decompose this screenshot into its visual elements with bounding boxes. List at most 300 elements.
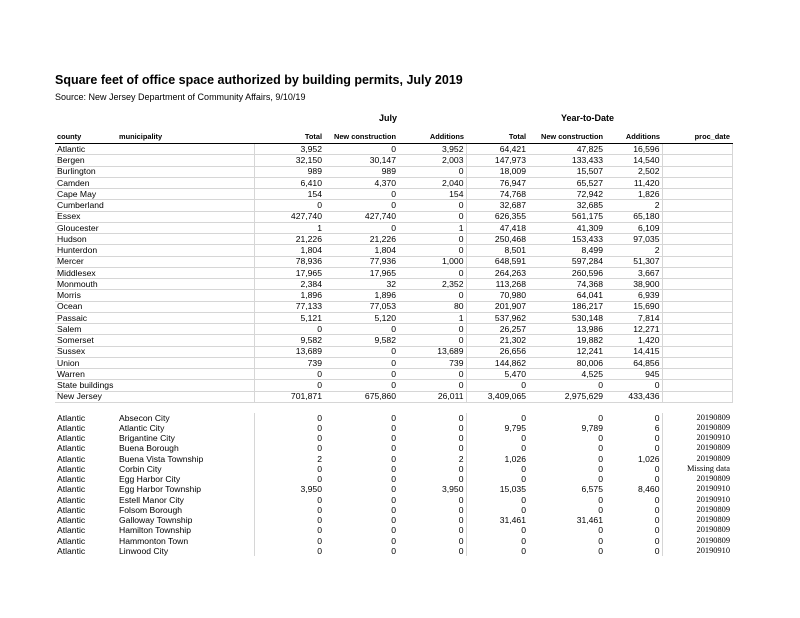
cell-county: Atlantic bbox=[57, 535, 86, 546]
table-row bbox=[55, 444, 732, 454]
spacer-cell bbox=[254, 402, 324, 413]
cell-july-new-construction: 0 bbox=[391, 525, 396, 536]
cell-july-total: 3,950 bbox=[300, 484, 322, 495]
cell-july-total: 6,410 bbox=[254, 177, 324, 188]
cell-county: Hunterdon bbox=[55, 245, 117, 256]
cell-county: Ocean bbox=[55, 301, 117, 312]
cell-july-total: 3,952 bbox=[254, 144, 324, 155]
cell-county: Sussex bbox=[55, 346, 117, 357]
cell-july-additions: 1 bbox=[398, 312, 466, 323]
cell-july-new-construction: 0 bbox=[324, 357, 398, 368]
table-row bbox=[55, 324, 732, 335]
cell-ytd-new-construction: 32,685 bbox=[528, 200, 605, 211]
table-row bbox=[55, 454, 732, 464]
cell-municipality bbox=[117, 324, 254, 335]
cell-ytd-total: 0 bbox=[521, 433, 526, 444]
cell-municipality bbox=[117, 335, 254, 346]
cell-county: Atlantic bbox=[57, 443, 86, 454]
cell-municipality bbox=[117, 222, 254, 233]
cell-municipality: Hamilton Township bbox=[117, 526, 254, 536]
cell-county: Atlantic bbox=[57, 515, 86, 526]
cell-county: Somerset bbox=[55, 335, 117, 346]
cell-proc-date bbox=[662, 290, 732, 301]
cell-july-additions: 0 bbox=[398, 211, 466, 222]
cell-july-total: 701,871 bbox=[254, 391, 324, 402]
cell-ytd-total: 0 bbox=[521, 412, 526, 423]
cell-july-new-construction: 0 bbox=[391, 546, 396, 556]
cell-july-total: 0 bbox=[254, 369, 324, 380]
cell-july-total: 13,689 bbox=[254, 346, 324, 357]
report-title: Square feet of office space authorized by building permits, July 2019 bbox=[55, 73, 463, 87]
spacer-cell bbox=[117, 402, 254, 413]
cell-ytd-additions: 0 bbox=[605, 413, 662, 423]
cell-july-total: 2 bbox=[317, 453, 322, 464]
group-header-ytd: Year-to-Date bbox=[561, 113, 615, 123]
cell-proc-date bbox=[662, 335, 732, 346]
cell-ytd-total: 15,035 bbox=[499, 484, 526, 495]
cell-july-additions: 0 bbox=[398, 536, 466, 546]
table-row bbox=[55, 485, 732, 495]
table-row bbox=[55, 413, 732, 423]
cell-ytd-total: 0 bbox=[521, 494, 526, 505]
cell-ytd-additions: 0 bbox=[605, 474, 662, 484]
cell-july-new-construction: 0 bbox=[391, 505, 396, 515]
cell-municipality bbox=[117, 279, 254, 290]
cell-july-total: 154 bbox=[254, 189, 324, 200]
cell-ytd-total: 26,656 bbox=[466, 346, 528, 357]
cell-july-new-construction: 0 bbox=[391, 474, 396, 485]
cell-county: Atlantic bbox=[55, 144, 117, 155]
cell-july-new-construction: 0 bbox=[391, 453, 396, 464]
table-row bbox=[55, 505, 732, 515]
cell-july-additions: 0 bbox=[398, 526, 466, 536]
cell-july-total: 32,150 bbox=[254, 155, 324, 166]
cell-july-new-construction: 4,370 bbox=[324, 177, 398, 188]
cell-july-total: 0 bbox=[317, 433, 322, 444]
cell-july-total: 5,121 bbox=[254, 312, 324, 323]
cell-july-new-construction: 0 bbox=[391, 464, 396, 474]
cell-ytd-total: 74,768 bbox=[466, 189, 528, 200]
cell-county: Atlantic bbox=[57, 464, 86, 474]
cell-july-total: 0 bbox=[254, 380, 324, 391]
cell-municipality bbox=[117, 301, 254, 312]
cell-municipality bbox=[117, 155, 254, 166]
table-row bbox=[55, 312, 732, 323]
table-row bbox=[55, 357, 732, 368]
table-row bbox=[55, 495, 732, 505]
spacer-cell bbox=[398, 402, 466, 413]
cell-ytd-new-construction: 0 bbox=[598, 412, 603, 423]
table-row bbox=[55, 155, 732, 166]
cell-ytd-total: 0 bbox=[521, 525, 526, 536]
cell-municipality: Estell Manor City bbox=[117, 495, 254, 505]
cell-july-additions: 0 bbox=[398, 245, 466, 256]
cell-county: Morris bbox=[55, 290, 117, 301]
cell-july-additions: 26,011 bbox=[398, 391, 466, 402]
cell-july-new-construction: 5,120 bbox=[324, 312, 398, 323]
cell-july-additions: 0 bbox=[398, 515, 466, 525]
cell-ytd-new-construction: 41,309 bbox=[528, 222, 605, 233]
cell-county: Gloucester bbox=[55, 222, 117, 233]
cell-july-new-construction: 675,860 bbox=[324, 391, 398, 402]
cell-july-total: 0 bbox=[254, 324, 324, 335]
cell-ytd-additions: 1,826 bbox=[605, 189, 662, 200]
table-row bbox=[55, 267, 732, 278]
cell-proc-date bbox=[662, 324, 732, 335]
cell-july-total: 78,936 bbox=[254, 256, 324, 267]
cell-july-total: 0 bbox=[317, 412, 322, 423]
table-row bbox=[55, 526, 732, 536]
cell-july-new-construction: 21,226 bbox=[324, 234, 398, 245]
cell-ytd-new-construction: 133,433 bbox=[528, 155, 605, 166]
cell-july-new-construction: 0 bbox=[324, 222, 398, 233]
cell-july-new-construction: 989 bbox=[324, 166, 398, 177]
cell-july-additions: 2,003 bbox=[398, 155, 466, 166]
cell-ytd-total: 9,795 bbox=[504, 423, 526, 433]
cell-ytd-additions: 1,026 bbox=[605, 454, 662, 464]
cell-proc-date bbox=[662, 245, 732, 256]
cell-july-additions: 0 bbox=[398, 200, 466, 211]
cell-municipality: Hammonton Town bbox=[117, 536, 254, 546]
cell-ytd-new-construction: 47,825 bbox=[528, 144, 605, 155]
cell-july-new-construction: 32 bbox=[324, 279, 398, 290]
cell-county: Atlantic bbox=[57, 494, 86, 505]
table-header bbox=[55, 131, 732, 144]
table-row bbox=[55, 335, 732, 346]
cell-july-additions: 0 bbox=[398, 267, 466, 278]
table-row bbox=[55, 256, 732, 267]
cell-july-additions: 0 bbox=[398, 380, 466, 391]
cell-ytd-additions: 0 bbox=[605, 526, 662, 536]
cell-ytd-additions: 2,502 bbox=[605, 166, 662, 177]
cell-proc-date bbox=[662, 189, 732, 200]
cell-municipality bbox=[117, 267, 254, 278]
cell-july-total: 0 bbox=[317, 494, 322, 505]
cell-ytd-additions: 51,307 bbox=[605, 256, 662, 267]
table-row bbox=[55, 391, 732, 402]
cell-july-new-construction: 0 bbox=[324, 346, 398, 357]
cell-july-additions: 0 bbox=[398, 464, 466, 474]
cell-july-total: 0 bbox=[317, 474, 322, 485]
cell-july-additions: 0 bbox=[398, 166, 466, 177]
cell-ytd-total: 47,418 bbox=[466, 222, 528, 233]
cell-ytd-total: 201,907 bbox=[466, 301, 528, 312]
cell-municipality: Brigantine City bbox=[117, 433, 254, 443]
cell-municipality: Egg Harbor City bbox=[117, 474, 254, 484]
cell-ytd-total: 264,263 bbox=[466, 267, 528, 278]
spacer-cell bbox=[324, 402, 398, 413]
cell-ytd-additions: 0 bbox=[605, 536, 662, 546]
header-county: county bbox=[55, 131, 117, 144]
cell-county: Passaic bbox=[55, 312, 117, 323]
table-row bbox=[55, 166, 732, 177]
cell-proc-date bbox=[662, 211, 732, 222]
cell-county: Atlantic bbox=[57, 484, 86, 495]
cell-ytd-total: 26,257 bbox=[466, 324, 528, 335]
cell-july-new-construction: 0 bbox=[391, 494, 396, 505]
spacer-cell bbox=[55, 402, 117, 413]
table-row bbox=[55, 290, 732, 301]
header-july-additions: Additions bbox=[398, 131, 466, 144]
cell-july-additions: 13,689 bbox=[398, 346, 466, 357]
cell-municipality: Corbin City bbox=[117, 464, 254, 474]
table-row bbox=[55, 346, 732, 357]
cell-ytd-total: 18,009 bbox=[466, 166, 528, 177]
cell-july-new-construction: 0 bbox=[391, 423, 396, 433]
header-ytd-total: Total bbox=[466, 131, 528, 144]
cell-municipality bbox=[117, 166, 254, 177]
cell-ytd-additions: 6 bbox=[605, 423, 662, 433]
cell-county: Atlantic bbox=[57, 453, 86, 464]
cell-july-new-construction: 0 bbox=[324, 324, 398, 335]
header-july-total: Total bbox=[254, 131, 324, 144]
cell-july-new-construction: 0 bbox=[324, 369, 398, 380]
cell-municipality bbox=[117, 380, 254, 391]
cell-july-additions: 0 bbox=[398, 474, 466, 484]
cell-county: Atlantic bbox=[57, 525, 86, 536]
cell-proc-date bbox=[662, 369, 732, 380]
cell-ytd-additions: 8,460 bbox=[605, 485, 662, 495]
cell-ytd-additions: 0 bbox=[605, 505, 662, 515]
cell-july-additions: 0 bbox=[398, 505, 466, 515]
table-row bbox=[55, 380, 732, 391]
cell-ytd-additions: 0 bbox=[605, 546, 662, 556]
cell-july-total: 0 bbox=[317, 423, 322, 433]
cell-ytd-additions: 0 bbox=[605, 380, 662, 391]
cell-municipality bbox=[117, 256, 254, 267]
cell-july-additions: 0 bbox=[398, 423, 466, 433]
table-row bbox=[55, 474, 732, 484]
cell-municipality: Atlantic City bbox=[117, 423, 254, 433]
cell-july-new-construction: 1,896 bbox=[324, 290, 398, 301]
cell-ytd-new-construction: 6,575 bbox=[581, 484, 603, 495]
cell-ytd-new-construction: 4,525 bbox=[528, 369, 605, 380]
cell-county: New Jersey bbox=[55, 391, 117, 402]
cell-ytd-total: 32,687 bbox=[466, 200, 528, 211]
cell-proc-date: 20190809 bbox=[696, 412, 730, 422]
cell-proc-date: 20190809 bbox=[696, 515, 730, 525]
cell-county: Bergen bbox=[55, 155, 117, 166]
spacer-cell bbox=[528, 402, 605, 413]
cell-municipality bbox=[117, 391, 254, 402]
cell-ytd-total: 31,461 bbox=[499, 515, 526, 526]
cell-county: Atlantic bbox=[57, 474, 86, 485]
cell-county: Atlantic bbox=[57, 433, 86, 444]
cell-ytd-new-construction: 0 bbox=[598, 443, 603, 454]
cell-municipality bbox=[117, 369, 254, 380]
cell-july-total: 21,226 bbox=[254, 234, 324, 245]
cell-proc-date: 20190910 bbox=[696, 546, 730, 555]
cell-july-additions: 2 bbox=[398, 454, 466, 464]
cell-ytd-total: 0 bbox=[521, 443, 526, 454]
cell-municipality bbox=[117, 211, 254, 222]
header-ytd-new-construction: New construction bbox=[528, 131, 605, 144]
cell-ytd-new-construction: 0 bbox=[598, 494, 603, 505]
cell-municipality bbox=[117, 245, 254, 256]
header-ytd-additions: Additions bbox=[605, 131, 662, 144]
cell-ytd-new-construction: 74,368 bbox=[528, 279, 605, 290]
cell-july-total: 2,384 bbox=[254, 279, 324, 290]
cell-ytd-total: 250,468 bbox=[466, 234, 528, 245]
cell-july-total: 0 bbox=[317, 505, 322, 515]
cell-proc-date bbox=[662, 200, 732, 211]
cell-county: Warren bbox=[55, 369, 117, 380]
cell-july-additions: 0 bbox=[398, 324, 466, 335]
cell-municipality: Galloway Township bbox=[117, 515, 254, 525]
cell-ytd-additions: 38,900 bbox=[605, 279, 662, 290]
cell-proc-date bbox=[662, 312, 732, 323]
cell-july-total: 0 bbox=[317, 443, 322, 454]
cell-municipality: Absecon City bbox=[117, 413, 254, 423]
cell-proc-date: 20190910 bbox=[696, 433, 730, 443]
cell-july-additions: 0 bbox=[398, 546, 466, 556]
cell-county: Burlington bbox=[55, 166, 117, 177]
cell-county: Cumberland bbox=[55, 200, 117, 211]
table-row bbox=[55, 189, 732, 200]
cell-ytd-additions: 16,596 bbox=[605, 144, 662, 155]
cell-county: Atlantic bbox=[57, 546, 86, 556]
cell-july-additions: 0 bbox=[398, 444, 466, 454]
cell-municipality bbox=[117, 177, 254, 188]
cell-ytd-total: 144,862 bbox=[466, 357, 528, 368]
cell-ytd-additions: 12,271 bbox=[605, 324, 662, 335]
cell-proc-date: 20190910 bbox=[696, 484, 730, 494]
cell-ytd-additions: 11,420 bbox=[605, 177, 662, 188]
cell-ytd-new-construction: 530,148 bbox=[528, 312, 605, 323]
cell-ytd-new-construction: 0 bbox=[598, 525, 603, 536]
cell-ytd-new-construction: 0 bbox=[598, 505, 603, 515]
cell-proc-date: 20190809 bbox=[696, 443, 730, 453]
table-row bbox=[55, 423, 732, 433]
cell-municipality: Egg Harbor Township bbox=[117, 485, 254, 495]
header-municipality: municipality bbox=[117, 131, 254, 144]
cell-proc-date: 20190809 bbox=[696, 453, 730, 463]
cell-proc-date bbox=[662, 177, 732, 188]
table-row bbox=[55, 234, 732, 245]
cell-ytd-additions: 433,436 bbox=[605, 391, 662, 402]
cell-ytd-total: 0 bbox=[521, 474, 526, 485]
cell-ytd-additions: 945 bbox=[605, 369, 662, 380]
group-header-july: July bbox=[379, 113, 398, 123]
cell-ytd-new-construction: 2,975,629 bbox=[528, 391, 605, 402]
cell-july-total: 427,740 bbox=[254, 211, 324, 222]
cell-ytd-new-construction: 0 bbox=[598, 464, 603, 474]
cell-ytd-total: 3,409,065 bbox=[466, 391, 528, 402]
cell-july-new-construction: 0 bbox=[391, 443, 396, 454]
cell-july-additions: 0 bbox=[398, 433, 466, 443]
cell-july-total: 17,965 bbox=[254, 267, 324, 278]
cell-ytd-new-construction: 12,241 bbox=[528, 346, 605, 357]
cell-july-additions: 0 bbox=[398, 335, 466, 346]
cell-ytd-new-construction: 19,882 bbox=[528, 335, 605, 346]
permits-table bbox=[55, 131, 733, 556]
cell-ytd-additions: 14,415 bbox=[605, 346, 662, 357]
cell-ytd-new-construction: 13,986 bbox=[528, 324, 605, 335]
cell-july-new-construction: 0 bbox=[391, 535, 396, 546]
cell-proc-date bbox=[662, 301, 732, 312]
cell-municipality: Folsom Borough bbox=[117, 505, 254, 515]
cell-county: Salem bbox=[55, 324, 117, 335]
cell-july-total: 1 bbox=[254, 222, 324, 233]
cell-ytd-total: 113,268 bbox=[466, 279, 528, 290]
cell-ytd-additions: 65,180 bbox=[605, 211, 662, 222]
cell-county: Mercer bbox=[55, 256, 117, 267]
cell-july-total: 9,582 bbox=[254, 335, 324, 346]
cell-ytd-new-construction: 260,596 bbox=[528, 267, 605, 278]
cell-ytd-new-construction: 0 bbox=[598, 474, 603, 485]
table-row bbox=[55, 211, 732, 222]
cell-july-total: 1,896 bbox=[254, 290, 324, 301]
cell-july-additions: 154 bbox=[398, 189, 466, 200]
cell-county: Middlesex bbox=[55, 267, 117, 278]
cell-ytd-additions: 15,690 bbox=[605, 301, 662, 312]
cell-ytd-total: 1,026 bbox=[504, 453, 526, 464]
cell-proc-date: 20190809 bbox=[696, 535, 730, 545]
cell-ytd-additions: 0 bbox=[605, 444, 662, 454]
cell-ytd-new-construction: 80,006 bbox=[528, 357, 605, 368]
cell-ytd-new-construction: 64,041 bbox=[528, 290, 605, 301]
cell-ytd-total: 5,470 bbox=[466, 369, 528, 380]
cell-county: State buildings bbox=[55, 380, 117, 391]
cell-july-additions: 1 bbox=[398, 222, 466, 233]
cell-ytd-total: 76,947 bbox=[466, 177, 528, 188]
cell-municipality bbox=[117, 346, 254, 357]
cell-july-total: 0 bbox=[317, 546, 322, 556]
cell-july-additions: 2,040 bbox=[398, 177, 466, 188]
cell-july-additions: 80 bbox=[398, 301, 466, 312]
header-july-new-construction: New construction bbox=[324, 131, 398, 144]
cell-july-additions: 3,952 bbox=[398, 144, 466, 155]
cell-july-total: 77,133 bbox=[254, 301, 324, 312]
cell-proc-date: 20190809 bbox=[696, 474, 730, 484]
cell-ytd-additions: 0 bbox=[605, 515, 662, 525]
cell-ytd-new-construction: 186,217 bbox=[528, 301, 605, 312]
cell-county: Essex bbox=[55, 211, 117, 222]
cell-proc-date: 20190809 bbox=[696, 525, 730, 535]
cell-july-total: 0 bbox=[317, 525, 322, 536]
cell-proc-date bbox=[662, 234, 732, 245]
cell-municipality bbox=[117, 144, 254, 155]
spacer-cell bbox=[466, 402, 528, 413]
cell-proc-date bbox=[662, 144, 732, 155]
cell-ytd-total: 147,973 bbox=[466, 155, 528, 166]
spacer-cell bbox=[662, 402, 732, 413]
table-row bbox=[55, 301, 732, 312]
cell-ytd-total: 648,591 bbox=[466, 256, 528, 267]
cell-municipality bbox=[117, 200, 254, 211]
cell-ytd-total: 0 bbox=[466, 380, 528, 391]
cell-july-new-construction: 0 bbox=[391, 515, 396, 526]
cell-ytd-new-construction: 0 bbox=[598, 535, 603, 546]
cell-municipality bbox=[117, 312, 254, 323]
cell-july-additions: 0 bbox=[398, 234, 466, 245]
cell-ytd-total: 0 bbox=[521, 535, 526, 546]
cell-july-new-construction: 0 bbox=[391, 412, 396, 423]
table-row bbox=[55, 245, 732, 256]
cell-july-new-construction: 0 bbox=[391, 433, 396, 444]
cell-municipality bbox=[117, 290, 254, 301]
cell-july-new-construction: 30,147 bbox=[324, 155, 398, 166]
table-row bbox=[55, 144, 732, 155]
table-row bbox=[55, 279, 732, 290]
cell-july-total: 0 bbox=[254, 200, 324, 211]
table-spacer-row bbox=[55, 402, 732, 413]
report-source: Source: New Jersey Department of Community Affairs, 9/10/19 bbox=[55, 92, 306, 102]
cell-ytd-additions: 0 bbox=[605, 495, 662, 505]
cell-july-additions: 739 bbox=[398, 357, 466, 368]
cell-ytd-additions: 2 bbox=[605, 200, 662, 211]
cell-ytd-additions: 0 bbox=[605, 464, 662, 474]
